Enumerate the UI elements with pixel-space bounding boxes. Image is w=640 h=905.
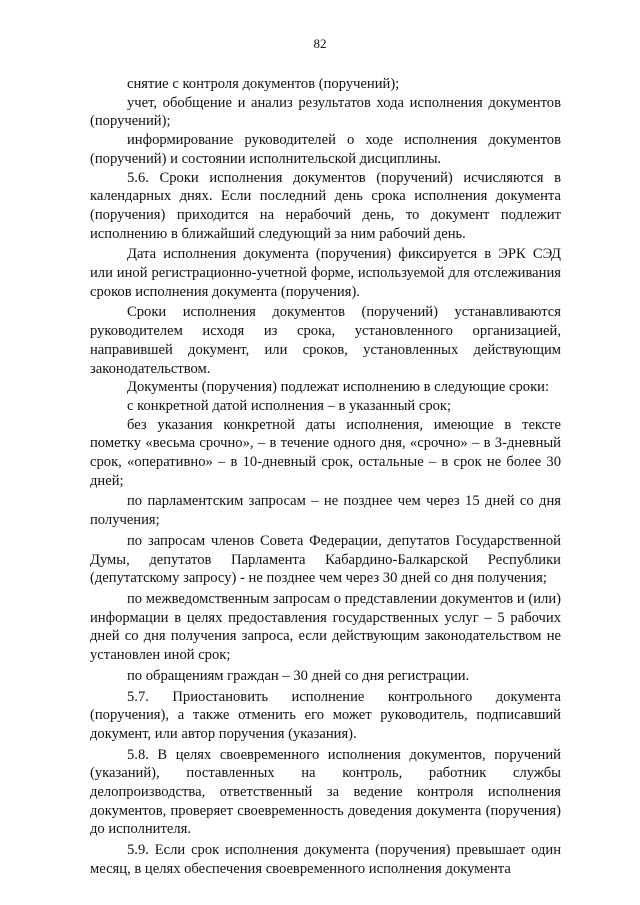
document-body [90,75,561,879]
paragraph: Документы (поручения) подлежат исполнению в следующие сроки: [127,379,550,396]
paragraph-list-item: по обращениям граждан – 30 дней со дня регистрации. [127,667,470,684]
paragraph: Дата исполнения документа (поручения) фиксируется в ЭРК СЭД или иной регистрационно-учетной форме, используемой для отслеживания сроков исполнения документа (поручения). [90,246,561,300]
paragraph-list-item: по межведомственным запросам о представлении документов и (или) информации в целях предоставления государственных услуг – 5 рабочих дней со дня получения запроса, если действующим законодательством не установлен иной срок; [90,590,561,664]
paragraph-list-item: снятие с контроля документов (поручений); [127,76,400,92]
paragraph-list-item: учет, обобщение и анализ результатов хода исполнения документов (поручений); [90,94,561,130]
paragraph-5-8: 5.8. В целях своевременного исполнения документов, поручений (указаний), поставленных на контроль, работник службы делопроизводства, ответственный за ведение контроля исполнения документов, проверяет своевременность доведения документа (поручения) до исполнителя. [90,746,561,838]
paragraph-5-9: 5.9. Если срок исполнения документа (поручения) превышает один месяц, в целях обеспечения своевременного исполнения документа [90,842,561,877]
paragraph-list-item: с конкретной датой исполнения – в указанный срок; [127,397,452,414]
page-number: 82 [313,36,327,51]
paragraph-5-6: 5.6. Сроки исполнения документов (поручений) исчисляются в календарных днях. Если последний день срока исполнения документа (поручения) приходится на нерабочий день, то документ подлежит исполнению в ближайший следующий за ним рабочий день. [90,169,561,242]
paragraph: Сроки исполнения документов (поручений) устанавливаются руководителем исходя из срока, установленного организацией, направившей документ, или сроков, установленных действующим законодательством. [90,304,561,377]
paragraph-5-7: 5.7. Приостановить исполнение контрольного документа (поручения), а также отменить его может руководитель, подписавший документ, или автор поручения (указания). [90,688,561,742]
paragraph-list-item: без указания конкретной даты исполнения, имеющие в тексте пометку «весьма срочно», – в течение одного дня, «срочно» – в 3-дневный срок, «оперативно» – в 10-дневный срок, остальные – в срок не более 30 дней; [90,416,561,489]
paragraph-list-item: информирование руководителей о ходе исполнения документов (поручений) и состоянии исполнительской дисциплины. [90,132,561,167]
paragraph-list-item: по запросам членов Совета Федерации, депутатов Государственной Думы, депутатов Парламента Кабардино-Балкарской Республики (депутатскому запросу) - не позднее чем через 30 дней со дня получения; [90,532,561,587]
paragraph-list-item: по парламентским запросам – не позднее чем через 15 дней со дня получения; [90,493,561,529]
